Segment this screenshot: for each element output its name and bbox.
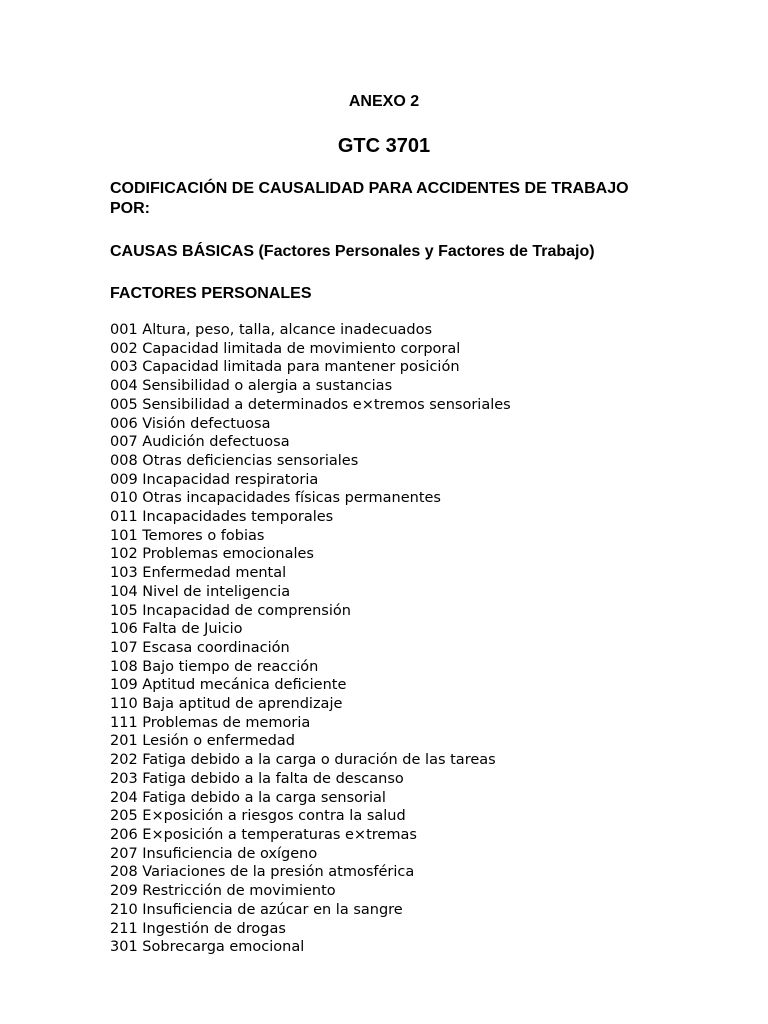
list-item: 204 Fatiga debido a la carga sensorial [110,789,386,806]
list-item: 004 Sensibilidad o alergia a sustancias [110,378,393,395]
list-item: 109 Aptitud mecánica deficiente [110,677,347,694]
list-item: 103 Enfermedad mental [110,565,287,582]
list-item: 104 Nivel de inteligencia [110,583,291,600]
annex-label: ANEXO 2 [348,93,420,110]
list-item: 005 Sensibilidad a determinados e×tremos sensoriales [110,396,511,413]
list-item: 208 Variaciones de la presión atmosférica [110,864,415,881]
list-item: 102 Problemas emocionales [110,546,314,563]
list-item: 110 Baja aptitud de aprendizaje [110,696,343,713]
list-item: 210 Insuficiencia de azúcar en la sangre [110,901,403,918]
list-item: 108 Bajo tiempo de reacción [110,658,319,675]
list-item: 203 Fatiga debido a la falta de descanso [110,770,404,787]
list-item: 101 Temores o fobias [110,527,265,544]
document-code: GTC 3701 [337,135,431,157]
list-item: 003 Capacidad limitada para mantener posición [110,359,460,376]
list-item: 111 Problemas de memoria [110,714,311,731]
factor-list [110,321,710,957]
list-item: 209 Restricción de movimiento [110,883,336,900]
list-item: 301 Sobrecarga emocional [110,939,305,956]
causes-heading: CAUSAS BÁSICAS (Factores Personales y Factores de Trabajo) [110,243,595,260]
list-item: 106 Falta de Juicio [110,621,243,638]
list-item: 202 Fatiga debido a la carga o duración de las tareas [110,752,496,769]
list-item: 001 Altura, peso, talla, alcance inadecuados [110,322,433,338]
list-item: 105 Incapacidad de comprensión [110,602,351,619]
list-item: 010 Otras incapacidades físicas permanentes [110,490,441,507]
list-item: 008 Otras deficiencias sensoriales [110,452,359,469]
list-item: 211 Ingestión de drogas [110,920,286,937]
list-item: 107 Escasa coordinación [110,639,290,656]
list-item: 205 E×posición a riesgos contra la salud [110,808,406,825]
document-title: CODIFICACIÓN DE CAUSALIDAD PARA ACCIDENTES DE TRABAJO POR: [110,180,629,217]
list-item: 009 Incapacidad respiratoria [110,471,319,488]
list-item: 007 Audición defectuosa [110,434,290,451]
list-item: 206 E×posición a temperaturas e×tremas [110,826,417,843]
list-item: 011 Incapacidades temporales [110,509,334,526]
list-item: 207 Insuficiencia de oxígeno [110,845,318,862]
section-heading: FACTORES PERSONALES [110,285,312,302]
list-item: 002 Capacidad limitada de movimiento corporal [110,340,461,357]
list-item: 201 Lesión o enfermedad [110,733,295,750]
list-item: 006 Visión defectuosa [110,415,271,432]
